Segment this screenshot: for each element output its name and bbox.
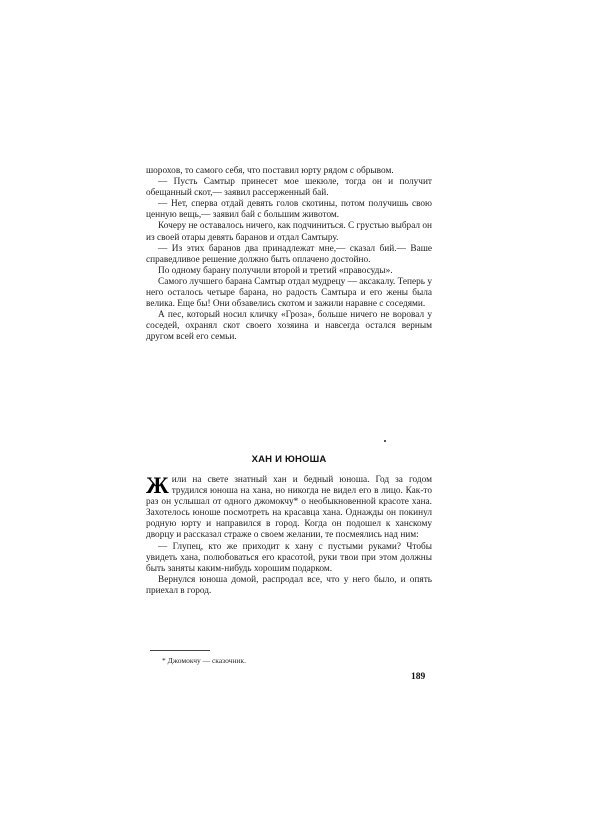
- story-text: [146, 475, 432, 597]
- paragraph: — Глупец, кто же приходит к хану с пустыми руками? Чтобы увидеть хана, полюбоваться его красотой, руки твои при этом должны быть заняты каким-нибудь хорошим подарком.: [146, 541, 432, 574]
- paragraph: А пес, который носил кличку «Гроза», больше ничего не воровал у соседей, охранял скот своего хозяина и навсегда остался верным другом всей его семьи.: [146, 310, 432, 343]
- footnote: * Джомокчу — сказочник.: [162, 656, 246, 665]
- page-number: 189: [411, 672, 426, 682]
- paragraph: — Пусть Самтыр принесет мое шекюле, тогда он и получит обещанный скот,— заявил рассерженный бай.: [146, 177, 432, 199]
- paragraph: Кочеру не оставалось ничего, как подчиниться. С грустью выбрал он из своей отары девять баранов и отдал Самтыру.: [146, 221, 432, 243]
- paragraph: — Из этих баранов два принадлежат мне,— сказал бий.— Ваше справедливое решение должно быть оплачено достойно.: [146, 243, 432, 265]
- paragraph: По одному барану получили второй и третий «правосуды».: [158, 265, 393, 276]
- print-speck: [384, 440, 386, 442]
- paragraph: [146, 475, 432, 542]
- previous-story-text: [146, 166, 432, 344]
- drop-cap: Ж: [146, 473, 169, 498]
- paragraph: Самого лучшего барана Самтыр отдал мудрецу — аксакалу. Теперь у него осталось четыре барана, но радость Самтыра и его жены была велика. Еще бы! Они обзавелись скотом и зажили наравне с соседями.: [146, 276, 432, 310]
- story-title: ХАН И ЮНОША: [251, 454, 327, 465]
- paragraph: шорохов, то самого себя, что поставил юрту рядом с обрывом.: [146, 166, 394, 176]
- paragraph: — Нет, сперва отдай девять голов скотины, потом получишь свою ценную вещь,— заявил бай с большим животом.: [146, 199, 432, 221]
- paragraph: Вернулся юноша домой, распродал все, что у него было, и опять приехал в город.: [146, 574, 432, 596]
- paragraph-text: или на свете знатный хан и бедный юноша. Год за годом трудился юноша на хана, но никогда не видел его в лицо. Как-то раз он услышал от одного джомокчу* о необыкновенной красоте хана. Захотелось юноше посмотреть на красавца хана. Однажды он покинул родную юрту и направился в город. Когда он подошел к ханскому дворцу и рассказал страже о своем желании, те посмеялись над ним:: [146, 475, 432, 541]
- footnote-divider: [150, 650, 210, 651]
